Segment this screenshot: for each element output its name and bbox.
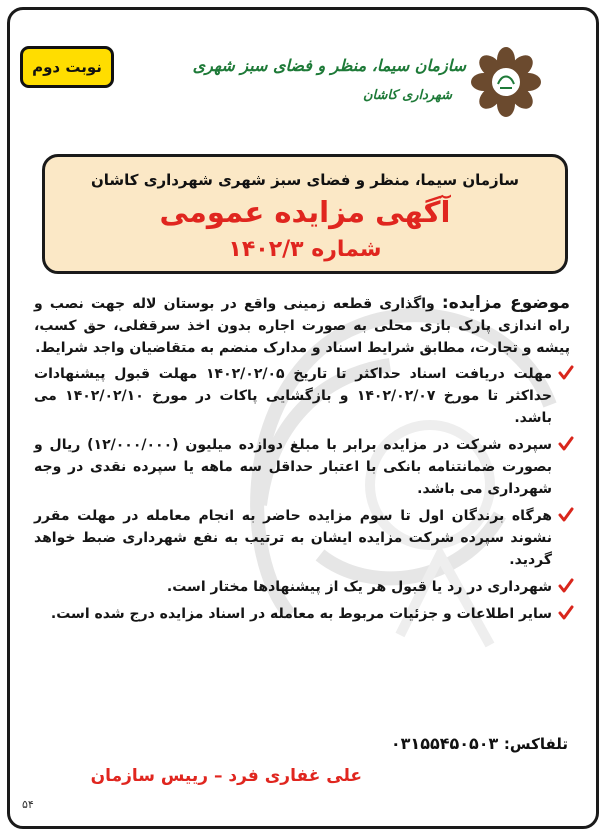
logo-organization-line: سازمان سیما، منظر و فضای سبز شهری bbox=[192, 56, 466, 75]
notice-title: آگهی مزایده عمومی bbox=[159, 195, 451, 229]
notice-number: شماره ۱۴۰۲/۳ bbox=[228, 237, 382, 262]
condition-text: سایر اطلاعات و جزئیات مربوط به معامله در اسناد مزایده درج شده است. bbox=[50, 606, 552, 622]
list-item bbox=[34, 576, 574, 598]
check-icon bbox=[558, 605, 574, 621]
check-icon bbox=[558, 436, 574, 452]
contact-phone: ۰۳۱۵۵۴۵۰۵۰۳ bbox=[390, 734, 499, 753]
signature: علی غفاری فرد – رییس سازمان bbox=[90, 766, 362, 786]
contact-label: تلفاکس: bbox=[503, 735, 568, 753]
condition-text: سپرده شرکت در مزایده برابر با مبلغ دوازده میلیون (۱۲/۰۰۰/۰۰۰) ریال و بصورت ضمانتنامه بانکی با اعتبار حداقل سه ماهه یا سپرده نقدی در وجه شهرداری می باشد. bbox=[34, 437, 552, 497]
edition-badge-label: نوبت دوم bbox=[32, 58, 102, 76]
conditions-list bbox=[34, 363, 574, 625]
notice-body bbox=[34, 292, 574, 630]
kashan-municipality-emblem-icon bbox=[470, 46, 542, 118]
check-icon bbox=[558, 578, 574, 594]
auction-subject-text: واگذاری قطعه زمینی واقع در بوستان لاله جهت نصب و راه اندازی پارک بازی محلی به صورت اجاره بدون اخذ سرقفلی، حق کسب، پیشه و تجارت، مطابق شرایط اسناد و مدارک منضم به متقاضیان واجد شرایط. bbox=[34, 296, 570, 356]
list-item bbox=[34, 363, 574, 429]
condition-text: مهلت دریافت اسناد حداکثر تا تاریخ ۱۴۰۲/۰۲/۰۵ مهلت قبول پیشنهادات حداکثر تا مورخ ۱۴۰۲/۰۲/۰۷ و بازگشایی پاکات در مورخ ۱۴۰۲/۰۲/۱۰ می باشد. bbox=[34, 366, 552, 426]
logo-municipality-line: شهرداری کاشان bbox=[363, 88, 452, 103]
condition-text: هرگاه برندگان اول تا سوم مزایده حاضر به انجام معامله در مهلت مقرر نشوند سپرده شرکت مزایده ایشان به ترتیب به نفع شهرداری ضبط خواهد گردید. bbox=[34, 508, 552, 568]
auction-subject-label: موضوع مزایده: bbox=[441, 293, 571, 313]
check-icon bbox=[558, 507, 574, 523]
auction-subject bbox=[34, 292, 574, 359]
title-box bbox=[42, 154, 568, 274]
organization-title: سازمان سیما، منظر و فضای سبز شهری شهرداری کاشان bbox=[90, 171, 520, 189]
contact-line bbox=[391, 734, 568, 753]
page-number: ۵۴ bbox=[22, 798, 34, 811]
edition-badge bbox=[20, 46, 114, 88]
check-icon bbox=[558, 365, 574, 381]
list-item bbox=[34, 434, 574, 500]
list-item bbox=[34, 505, 574, 571]
list-item bbox=[34, 603, 574, 625]
organization-logo bbox=[192, 36, 542, 136]
condition-text: شهرداری در رد یا قبول هر یک از پیشنهادها مختار است. bbox=[166, 579, 552, 595]
